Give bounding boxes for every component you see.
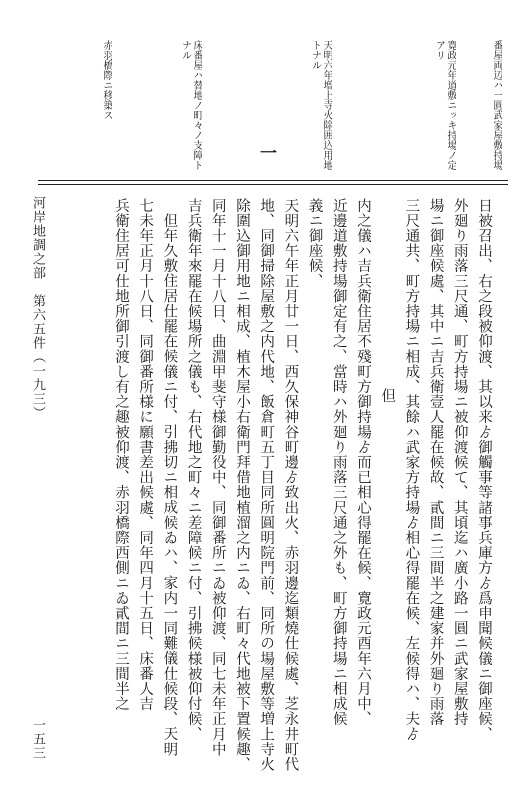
text-line-15: 七未年正月十八日、同御番所様に願書差出候處、同年四月十五日、床番人吉 [137, 198, 154, 712]
header-rule-top [38, 180, 508, 181]
margin-note-1: 番屋両辺ハ一圓武家屋敷持場 [491, 40, 502, 170]
main-text [109, 198, 496, 788]
text-line-11: 除圍込御用地ニ相成、植木屋小右衛門拜借地植溜之内ニゐ、右町々代地被下置候趣、 [233, 198, 250, 772]
running-head: 河岸地調之部 第六五件（一九三） [30, 196, 45, 420]
margin-note-3: 天明六年増上寺火除囲込用地トナル [309, 40, 332, 170]
section-marker: 一 [256, 144, 276, 161]
header-rule-bottom [38, 184, 508, 185]
margin-note-5: 赤羽橋際ニ移築ス [101, 40, 112, 120]
text-line-7: 近邊道敷持場御定有之、當時ハ外廻り雨落三尺通之外も、町方御持場ニ相成候 [330, 198, 347, 727]
text-line-14: 但年久敷住居仕罷在候儀ニ付、引拂切ニ相成候ゐハ、家内一同難儀仕候段、天明 [161, 213, 178, 757]
text-line-16: 兵衛住居可仕地所御引渡し有之趣被仰渡、赤羽橋際西側ニゐ貳間ニ三間半之 [112, 198, 129, 712]
text-line-4: 三尺通共、町方持場ニ相成、其餘ハ武家方持場ゟ相心得罷在候、左候得ハ、夫ゟ [403, 198, 420, 742]
text-line-6: 内之儀ハ吉兵衛住居不殘町方御持場ゟ而已相心得罷在候、寛政元酉年六月中、 [354, 198, 371, 727]
page-number: 一五三 [30, 718, 45, 760]
text-line-5: 但 [379, 388, 396, 404]
text-line-8: 義ニ御座候、 [306, 198, 323, 289]
text-line-3: 場ニ御座候處、其中ニ吉兵衛壹人罷在候故、貳間ニ三間半之建家并外廻り雨落 [427, 198, 444, 727]
text-line-13: 吉兵衛年來罷在候場所之儀も、右代地之町々ニ差障候ニ付、引拂候様被仰付候、 [185, 198, 202, 742]
text-line-9: 天明六午年正月廿一日、西久保神谷町邊ゟ致出火、赤羽邊迄類燒仕候處、芝永井町代 [282, 198, 299, 772]
text-line-12: 同年十一月十八日、曲淵甲斐守様御勤役中、同御番所ニゐ被仰渡、同七未年正月中 [209, 198, 226, 757]
margin-note-2: 寛政元年道敷ニッキ持場ノ定アリ [433, 40, 456, 170]
text-line-10: 地、同御掃除屋敷之内代地、飯倉町五丁目同所圓明院門前、同所の場屋敷等増上寺火 [258, 198, 275, 772]
text-line-1: 日被召出、右之段被仰渡、其以来ゟ御觸事等諸事兵庫方ゟ爲申聞候儀ニ御座候、 [476, 198, 492, 742]
text-line-2: 外廻り雨落三尺通、町方持場ニ被仰渡候て、其頃迄ハ廣小路一圓ニ武家屋敷持 [451, 198, 468, 727]
margin-note-4: 床番屋ハ替地ノ町々ノ支障トナル [179, 40, 202, 170]
